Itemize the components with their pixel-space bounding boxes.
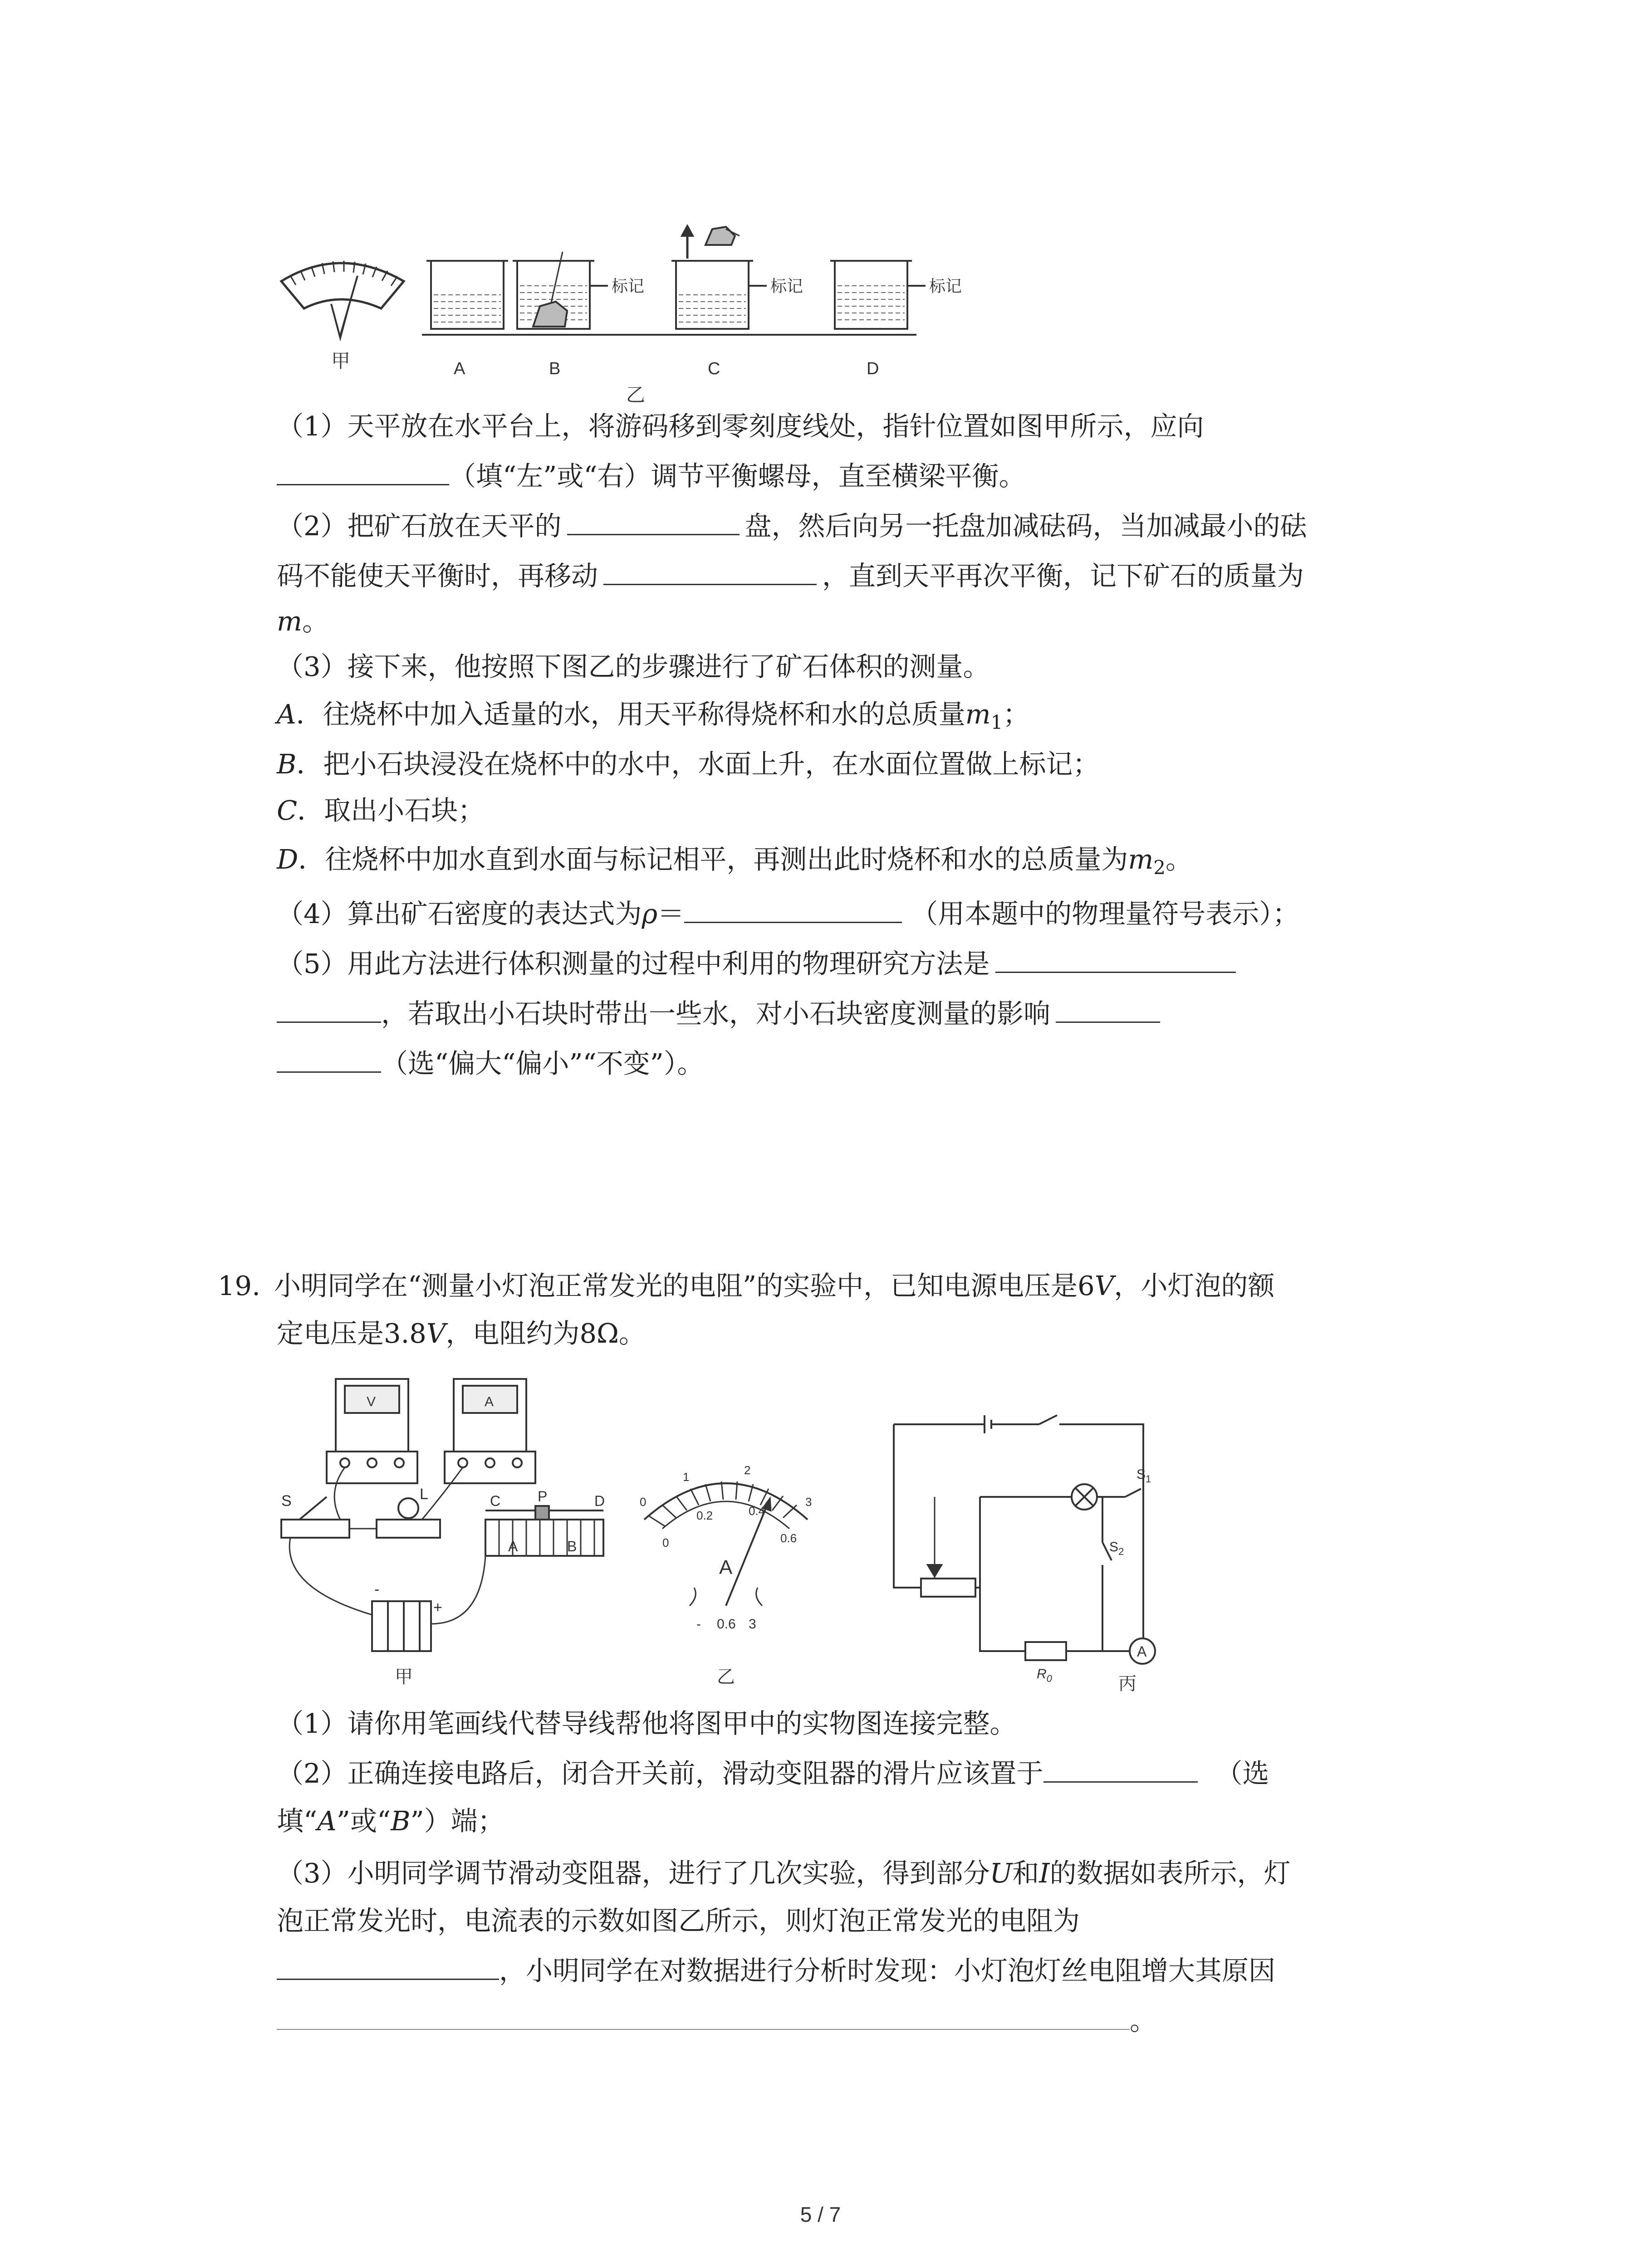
- beaker-c: [671, 226, 767, 329]
- label-yi-top: 乙: [626, 384, 646, 406]
- rheostat-label-a: A: [508, 1538, 518, 1554]
- mark-label-c: 标记: [770, 277, 803, 295]
- q18-part5-line2: ，若取出小石块时带出一些水，对小石块密度测量的影响: [277, 998, 1160, 1030]
- q19-intro-line1: 19. 小明同学在“测量小灯泡正常发光的电阻”的实验中，已知电源电压是6V，小灯泡的额: [218, 1270, 1275, 1301]
- dial-term-3: 3: [749, 1617, 756, 1632]
- rheostat-label-p: P: [538, 1488, 548, 1505]
- circuit-ammeter-label: A: [1137, 1643, 1147, 1660]
- dial-tick-top-3: 3: [805, 1495, 812, 1509]
- switch-s2-label: $S_2$: [1109, 1540, 1124, 1557]
- ammeter-label: A: [485, 1394, 494, 1409]
- battery-device: [372, 1601, 431, 1651]
- battery-plus: +: [433, 1599, 442, 1616]
- q19-sub2-line1: （2）正确连接电路后，闭合开关前，滑动变阻器的滑片应该置于 （选: [277, 1758, 1269, 1789]
- figure-balance-and-beakers: [272, 218, 962, 408]
- dial-tick-bottom-1: 0.2: [696, 1509, 713, 1522]
- beaker-label-a: A: [454, 359, 465, 378]
- beaker-b: [513, 252, 608, 329]
- q19-sub3-line3: ，小明同学在对数据进行分析时发现：小灯泡灯丝电阻增大其原因: [277, 1955, 1275, 1987]
- q19-sub3-line1: （3）小明同学调节滑动变阻器，进行了几次实验，得到部分U和I的数据如表所示，灯: [277, 1857, 1291, 1889]
- q18-part2-line2: 码不能使天平衡时，再移动 ，直到天平再次平衡，记下矿石的质量为: [277, 560, 1304, 591]
- beaker-label-d: D: [867, 359, 879, 378]
- q18-step-c: C．取出小石块；: [277, 795, 485, 826]
- q18-step-b: B．把小石块浸没在烧杯中的水中，水面上升，在水面位置做上标记；: [277, 748, 1100, 780]
- dial-tick-bottom-2: 0.4: [749, 1504, 765, 1518]
- bulb-label: L: [420, 1486, 428, 1503]
- answer-blank-reason[interactable]: [277, 2005, 1130, 2030]
- answer-blank-resistance[interactable]: [277, 1955, 499, 1980]
- label-bing: 丙: [1118, 1674, 1136, 1694]
- q18-part4: （4）算出矿石密度的表达式为ρ＝ （用本题中的物理量符号表示）；: [277, 898, 1299, 929]
- q18-part2-line3: m。: [277, 606, 329, 637]
- figure-circuit-experiment: [272, 1370, 1180, 1701]
- q18-step-d: D．往烧杯中加水直到水面与标记相平，再测出此时烧杯和水的总质量为$m_2$。: [277, 844, 1193, 879]
- q19-intro-line2: 定电压是3.8V，电阻约为8Ω。: [277, 1318, 646, 1349]
- label-yi-bottom: 乙: [717, 1667, 735, 1687]
- label-jia-top: 甲: [331, 350, 351, 371]
- q18-part1-line1: （1）天平放在水平台上，将游码移到零刻度线处，指针位置如图甲所示，应向: [277, 411, 1204, 442]
- balance-dial-figure: [281, 261, 404, 338]
- mark-label-d: 标记: [929, 277, 962, 295]
- q18-part3: （3）接下来，他按照下图乙的步骤进行了矿石体积的测量。: [277, 651, 990, 682]
- dial-terminals: [690, 1588, 762, 1606]
- beaker-d: [830, 261, 926, 329]
- answer-blank-density[interactable]: [684, 898, 902, 923]
- q19-sub3-line4: 。: [277, 2005, 1156, 2037]
- beaker-a: [426, 261, 508, 329]
- q19-sub2-line2: 填“A”或“B”）端；: [277, 1805, 505, 1837]
- answer-blank-method-cont[interactable]: [277, 998, 381, 1023]
- answer-blank-direction[interactable]: [277, 460, 449, 485]
- answer-blank-pan[interactable]: [567, 510, 740, 535]
- switch-label: S: [281, 1492, 292, 1510]
- answer-blank-rider[interactable]: [603, 560, 817, 585]
- beaker-label-c: C: [708, 359, 720, 378]
- mark-label-b: 标记: [612, 277, 645, 295]
- dial-tick-top-0: 0: [640, 1495, 647, 1509]
- bulb-device: [377, 1498, 440, 1538]
- rheostat-device: [485, 1506, 603, 1556]
- dial-term-06: 0.6: [717, 1617, 736, 1632]
- page-number: 5 / 7: [800, 2203, 841, 2226]
- voltmeter-label: V: [367, 1394, 376, 1409]
- rheostat-label-c: C: [490, 1493, 501, 1509]
- q18-part2-line1: （2）把矿石放在天平的 盘，然后向另一托盘加减砝码，当加减最小的砝: [277, 510, 1307, 542]
- answer-blank-effect-cont[interactable]: [277, 1048, 381, 1073]
- q18-part5-line3: （选“偏大“偏小”“不变”）。: [277, 1048, 704, 1080]
- beaker-label-b: B: [549, 359, 561, 378]
- dial-tick-top-2: 2: [744, 1463, 751, 1477]
- rheostat-label-d: D: [594, 1493, 605, 1509]
- resistor-r0-label: $R_0$: [1037, 1667, 1052, 1684]
- dial-tick-top-1: 1: [683, 1470, 690, 1484]
- q19-sub1: （1）请你用笔画线代替导线帮他将图甲中的实物图连接完整。: [277, 1708, 1017, 1739]
- answer-blank-slider-end[interactable]: [1043, 1758, 1198, 1783]
- answer-blank-method[interactable]: [995, 948, 1236, 973]
- battery-minus: -: [374, 1581, 380, 1598]
- q18-part1-line2: （填“左”或“右）调节平衡螺母，直至横梁平衡。: [277, 460, 1026, 492]
- q19-sub3-line2: 泡正常发光时，电流表的示数如图乙所示，则灯泡正常发光的电阻为: [277, 1905, 1080, 1936]
- answer-blank-effect[interactable]: [1056, 998, 1160, 1023]
- label-jia-bottom: 甲: [395, 1667, 413, 1687]
- rheostat-label-b: B: [567, 1538, 577, 1554]
- q19-number: 19.: [218, 1270, 260, 1301]
- dial-term-minus: -: [696, 1617, 701, 1632]
- q18-step-a: A．往烧杯中加入适量的水，用天平称得烧杯和水的总质量$m_1$；: [277, 699, 1030, 733]
- switch-s1-label: $S_1$: [1136, 1467, 1151, 1485]
- q18-part5-line1: （5）用此方法进行体积测量的过程中利用的物理研究方法是: [277, 948, 1236, 980]
- dial-unit-a: A: [719, 1556, 733, 1579]
- dial-tick-bottom-0: 0: [662, 1536, 669, 1549]
- dial-tick-bottom-3: 0.6: [780, 1531, 797, 1545]
